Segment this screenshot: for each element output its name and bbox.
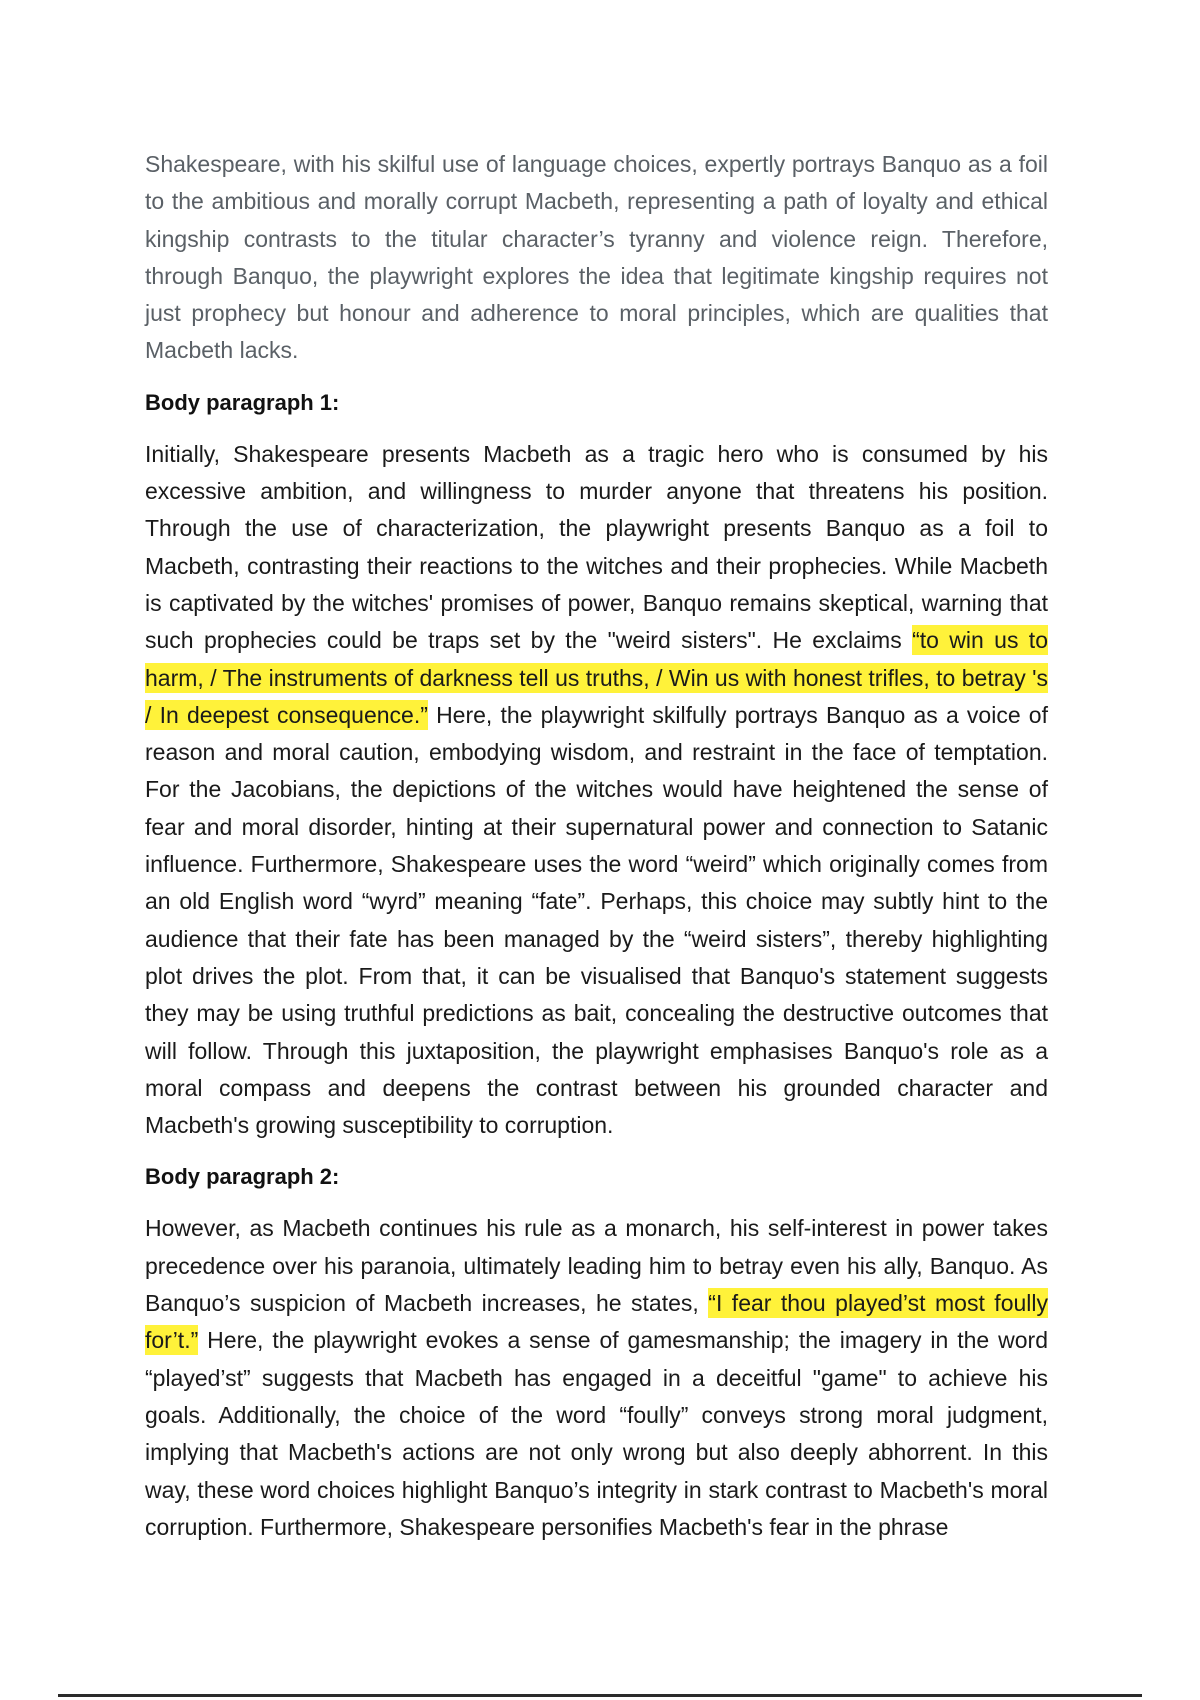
body-paragraph-1-text-before-quote: Initially, Shakespeare presents Macbeth as a tragic hero who is consumed by his excessive ambition, and willingness to murder anyone that threatens his position. Through the use of characterization, the playwright presents Banquo as a foil to Macbeth, contrasting their reactions to the witches and their prophecies. While Macbeth is captivated by the witches' promises of power, Banquo remains skeptical, warning that such prophecies could be traps set by the "weird sisters". He exclaims bbox=[145, 440, 1048, 654]
body-paragraph-2-text-before-quote: However, as Macbeth continues his rule as a monarch, his self-interest in power takes precedence over his paranoia, ultimately leading him to betray even his ally, Banquo. As Banquo’s suspicion of Macbeth increases, he states, bbox=[145, 1215, 1048, 1317]
body-paragraph-1-heading: Body paragraph 1: bbox=[145, 389, 340, 415]
body-paragraph-1 bbox=[145, 436, 1048, 1145]
page-bottom-divider bbox=[58, 1694, 1142, 1697]
document-content bbox=[145, 146, 1048, 1546]
body-paragraph-2-heading: Body paragraph 2: bbox=[145, 1164, 340, 1190]
body-paragraph-2 bbox=[145, 1210, 1048, 1546]
body-paragraph-1-highlighted-quote: “to win us to harm, / The instruments of darkness tell us truths, / Win us with honest trifles, to betray 's / In deepest consequence.” bbox=[145, 627, 1048, 728]
body-paragraph-2-highlighted-quote: “I fear thou played’st most foully for’t.” bbox=[145, 1290, 1049, 1354]
body-paragraph-2-text-after-quote: Here, the playwright evokes a sense of gamesmanship; the imagery in the word “played’st” suggests that Macbeth has engaged in a deceitful "game" to achieve his goals. Additionally, the choice of the word “foully” conveys strong moral judgment, implying that Macbeth's actions are not only wrong but also deeply abhorrent. In this way, these word choices highlight Banquo’s integrity in stark contrast to Macbeth's moral corruption. Furthermore, Shakespeare personifies Macbeth's fear in the phrase bbox=[145, 1327, 1048, 1540]
body-paragraph-1-text-after-quote: Here, the playwright skilfully portrays Banquo as a voice of reason and moral caution, embodying wisdom, and restraint in the face of temptation. For the Jacobians, the depictions of the witches would have heightened the sense of fear and moral disorder, hinting at their supernatural power and connection to Satanic influence. Furthermore, Shakespeare uses the word “weird” which originally comes from an old English word “wyrd” meaning “fate”. Perhaps, this choice may subtly hint to the audience that their fate has been managed by the “weird sisters”, thereby highlighting plot drives the plot. From that, it can be visualised that Banquo's statement suggests they may be using truthful predictions as bait, concealing the destructive outcomes that will follow. Through this juxtaposition, the playwright emphasises Banquo's role as a moral compass and deepens the contrast between his grounded character and Macbeth's growing susceptibility to corruption. bbox=[145, 701, 1048, 1139]
intro-paragraph: Shakespeare, with his skilful use of language choices, expertly portrays Banquo as a foil to the ambitious and morally corrupt Macbeth, representing a path of loyalty and ethical kingship contrasts to the titular character’s tyranny and violence reign. Therefore, through Banquo, the playwright explores the idea that legitimate kingship requires not just prophecy but honour and adherence to moral principles, which are qualities that Macbeth lacks. bbox=[145, 151, 1048, 364]
